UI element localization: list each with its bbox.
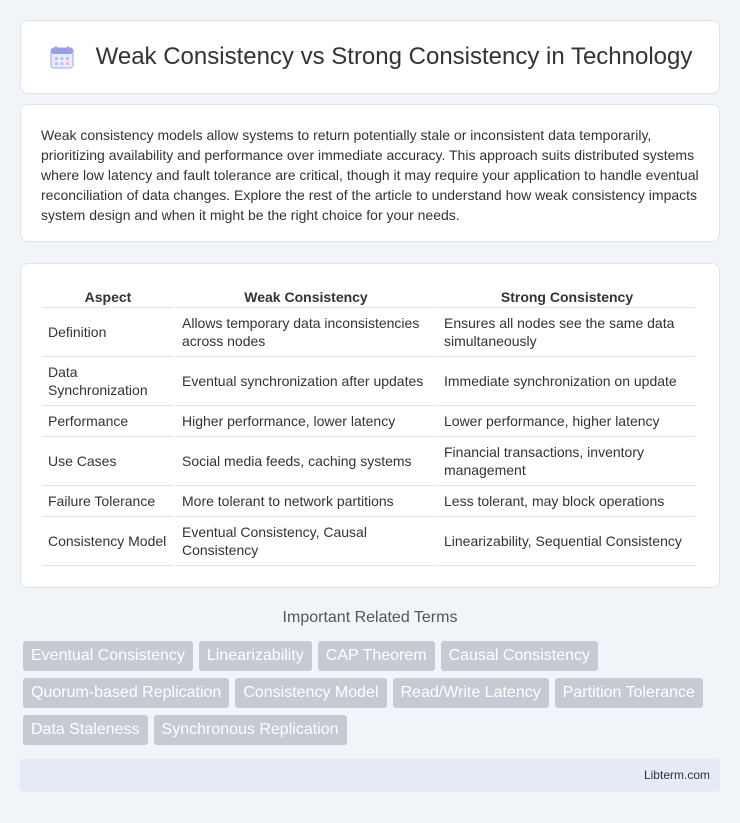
table-cell: Linearizability, Sequential Consistency: [438, 517, 696, 566]
term-tag[interactable]: Causal Consistency: [441, 641, 598, 671]
term-tag[interactable]: Data Staleness: [23, 715, 148, 745]
term-tag[interactable]: Partition Tolerance: [555, 678, 703, 708]
calendar-icon: [48, 43, 76, 71]
term-tag[interactable]: Synchronous Replication: [154, 715, 347, 745]
table-row: [42, 437, 696, 486]
table-row: [42, 486, 696, 517]
table-row: [42, 357, 696, 406]
page-title: Weak Consistency vs Strong Consistency in Technology: [95, 43, 693, 70]
footer: [20, 759, 720, 792]
table-row: [42, 308, 696, 357]
footer-site-link[interactable]: Libterm.com: [643, 768, 710, 782]
term-tag[interactable]: Consistency Model: [235, 678, 386, 708]
table-cell: Less tolerant, may block operations: [438, 486, 696, 517]
table-cell: Social media feeds, caching systems: [176, 437, 436, 486]
table-cell: Eventual synchronization after updates: [176, 357, 436, 406]
header-weak: Weak Consistency: [176, 284, 436, 308]
term-tag[interactable]: CAP Theorem: [318, 641, 435, 671]
table-cell: Eventual Consistency, Causal Consistency: [176, 517, 436, 566]
related-terms-title: Important Related Terms: [282, 609, 458, 626]
intro-text: Weak consistency models allow systems to return potentially stale or inconsistent data temporarily, prioritizing availability and performance over immediate accuracy. This approach suits distributed systems where low latency and fault tolerance are critical, though it may require your application to handle eventual reconciliation of data changes. Explore the rest of the article to understand how weak consistency impacts system design and when it might be the right choice for your needs.: [41, 127, 699, 223]
table-cell: Consistency Model: [42, 517, 174, 566]
comparison-table-card: [20, 263, 720, 588]
table-cell: Higher performance, lower latency: [176, 406, 436, 437]
header-strong: Strong Consistency: [438, 284, 696, 308]
table-row: [42, 517, 696, 566]
header-card: [20, 20, 720, 94]
comparison-table: [40, 284, 698, 566]
related-terms-list: [23, 641, 723, 745]
table-cell: Ensures all nodes see the same data simultaneously: [438, 308, 696, 357]
header-aspect: Aspect: [42, 284, 174, 308]
term-tag[interactable]: Quorum-based Replication: [23, 678, 229, 708]
term-tag[interactable]: Read/Write Latency: [393, 678, 549, 708]
table-cell: Data Synchronization: [42, 357, 174, 406]
table-cell: Use Cases: [42, 437, 174, 486]
intro-card: [20, 104, 720, 242]
table-cell: Definition: [42, 308, 174, 357]
table-cell: Financial transactions, inventory management: [438, 437, 696, 486]
table-cell: Performance: [42, 406, 174, 437]
table-cell: More tolerant to network partitions: [176, 486, 436, 517]
table-row: [42, 406, 696, 437]
term-tag[interactable]: Eventual Consistency: [23, 641, 193, 671]
table-cell: Lower performance, higher latency: [438, 406, 696, 437]
table-header-row: [42, 284, 696, 308]
table-cell: Immediate synchronization on update: [438, 357, 696, 406]
table-cell: Failure Tolerance: [42, 486, 174, 517]
table-cell: Allows temporary data inconsistencies across nodes: [176, 308, 436, 357]
term-tag[interactable]: Linearizability: [199, 641, 312, 671]
